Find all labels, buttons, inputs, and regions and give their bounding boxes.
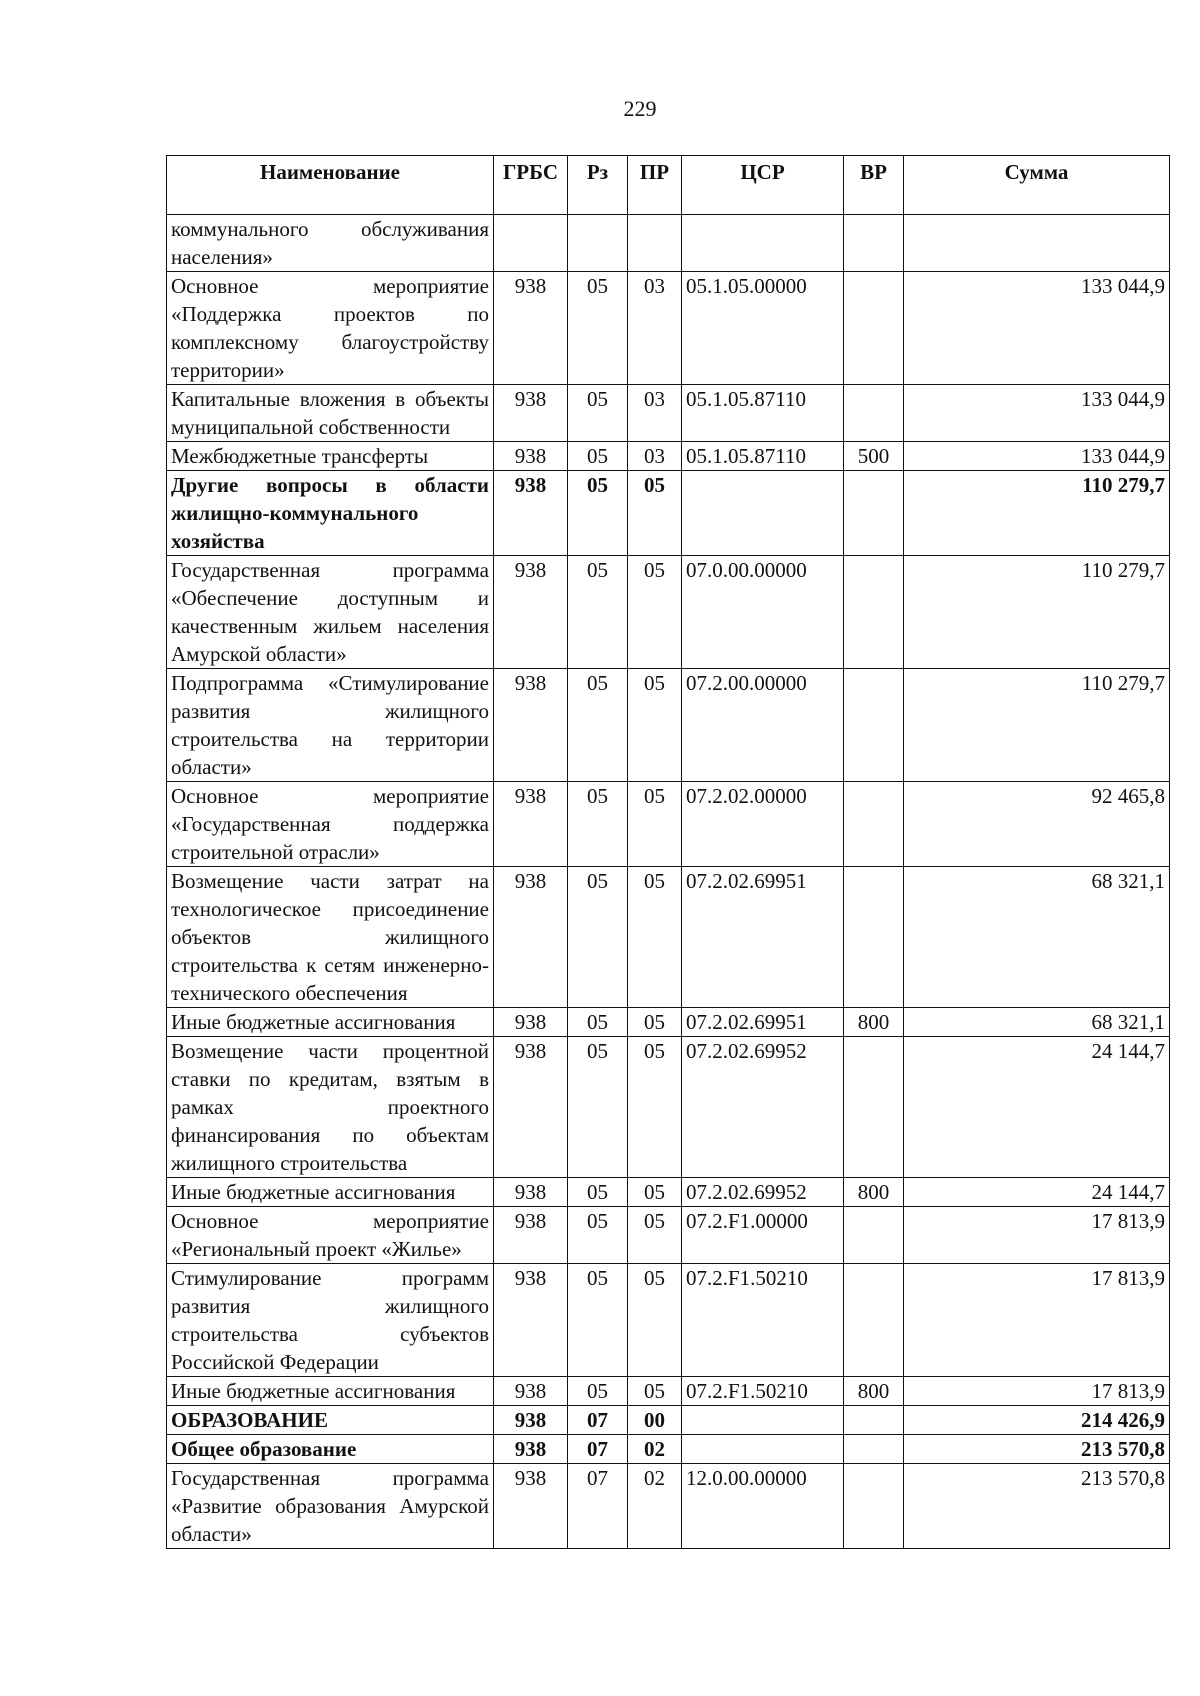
row-vr-cell (844, 1207, 904, 1264)
row-vr-cell (844, 782, 904, 867)
row-csr-cell: 05.1.05.00000 (682, 272, 844, 385)
row-grbs-cell: 938 (494, 272, 568, 385)
row-vr-cell (844, 867, 904, 1008)
row-grbs-cell (494, 215, 568, 272)
row-sum-cell: 133 044,9 (904, 385, 1170, 442)
row-sum-cell: 17 813,9 (904, 1377, 1170, 1406)
row-pr-cell: 02 (628, 1435, 682, 1464)
table-row (167, 1464, 1170, 1549)
table-row (167, 782, 1170, 867)
row-name-cell: Межбюджетные трансферты (167, 442, 494, 471)
row-sum-cell: 92 465,8 (904, 782, 1170, 867)
row-rz-cell: 05 (568, 1037, 628, 1178)
table-row (167, 1435, 1170, 1464)
row-pr-cell (628, 215, 682, 272)
row-pr-cell: 05 (628, 556, 682, 669)
row-rz-cell: 05 (568, 556, 628, 669)
row-grbs-cell: 938 (494, 782, 568, 867)
row-pr-cell: 03 (628, 442, 682, 471)
row-grbs-cell: 938 (494, 1037, 568, 1178)
row-csr-cell: 12.0.00.00000 (682, 1464, 844, 1549)
row-name-cell: Иные бюджетные ассигнования (167, 1008, 494, 1037)
row-csr-cell: 07.2.02.69951 (682, 867, 844, 1008)
row-sum-cell: 24 144,7 (904, 1037, 1170, 1178)
row-vr-cell: 500 (844, 442, 904, 471)
header-vr: ВР (844, 156, 904, 215)
table-row (167, 1037, 1170, 1178)
row-pr-cell: 05 (628, 1377, 682, 1406)
row-pr-cell: 05 (628, 1037, 682, 1178)
table-row (167, 1377, 1170, 1406)
row-name-cell: ОБРАЗОВАНИЕ (167, 1406, 494, 1435)
row-name-cell: Стимулирование программ развития жилищного строительства субъектов Российской Федерации (167, 1264, 494, 1377)
row-rz-cell: 05 (568, 1207, 628, 1264)
row-name-cell: Другие вопросы в области жилищно-коммунального хозяйства (167, 471, 494, 556)
table-row (167, 215, 1170, 272)
row-csr-cell: 07.2.F1.00000 (682, 1207, 844, 1264)
row-name-cell: Подпрограмма «Стимулирование развития жилищного строительства на территории области» (167, 669, 494, 782)
row-csr-cell: 07.2.F1.50210 (682, 1264, 844, 1377)
row-name-cell: Основное мероприятие «Поддержка проектов по комплексному благоустройству территории» (167, 272, 494, 385)
table-row (167, 669, 1170, 782)
row-vr-cell (844, 1464, 904, 1549)
row-pr-cell: 05 (628, 867, 682, 1008)
row-vr-cell (844, 272, 904, 385)
header-name: Наименование (167, 156, 494, 215)
row-pr-cell: 05 (628, 1264, 682, 1377)
row-sum-cell: 133 044,9 (904, 272, 1170, 385)
row-name-cell: Капитальные вложения в объекты муниципальной собственности (167, 385, 494, 442)
table-row (167, 1406, 1170, 1435)
row-name-cell: Государственная программа «Развитие образования Амурской области» (167, 1464, 494, 1549)
row-sum-cell: 213 570,8 (904, 1464, 1170, 1549)
row-name-cell: Основное мероприятие «Государственная поддержка строительной отрасли» (167, 782, 494, 867)
row-sum-cell: 68 321,1 (904, 867, 1170, 1008)
row-rz-cell: 05 (568, 1008, 628, 1037)
row-grbs-cell: 938 (494, 1008, 568, 1037)
row-sum-cell: 133 044,9 (904, 442, 1170, 471)
row-rz-cell: 05 (568, 669, 628, 782)
row-grbs-cell: 938 (494, 471, 568, 556)
row-rz-cell: 05 (568, 867, 628, 1008)
row-name-cell: Возмещение части затрат на технологическое присоединение объектов жилищного строительства к сетям инженерно-технического обеспечения (167, 867, 494, 1008)
table-row (167, 272, 1170, 385)
row-csr-cell: 07.0.00.00000 (682, 556, 844, 669)
row-rz-cell: 05 (568, 1264, 628, 1377)
row-sum-cell: 17 813,9 (904, 1264, 1170, 1377)
row-name-cell: Возмещение части процентной ставки по кредитам, взятым в рамках проектного финансирования по объектам жилищного строительства (167, 1037, 494, 1178)
row-name-cell: коммунального обслуживания населения» (167, 215, 494, 272)
table-row (167, 1264, 1170, 1377)
row-name-cell: Иные бюджетные ассигнования (167, 1178, 494, 1207)
row-rz-cell: 05 (568, 1178, 628, 1207)
row-rz-cell: 05 (568, 385, 628, 442)
row-csr-cell (682, 471, 844, 556)
row-csr-cell (682, 215, 844, 272)
row-pr-cell: 02 (628, 1464, 682, 1549)
row-sum-cell: 110 279,7 (904, 669, 1170, 782)
row-grbs-cell: 938 (494, 867, 568, 1008)
row-csr-cell: 07.2.02.00000 (682, 782, 844, 867)
row-csr-cell (682, 1406, 844, 1435)
table-row (167, 867, 1170, 1008)
row-name-cell: Основное мероприятие «Региональный проект «Жилье» (167, 1207, 494, 1264)
row-grbs-cell: 938 (494, 1435, 568, 1464)
table-row (167, 1008, 1170, 1037)
row-csr-cell: 07.2.F1.50210 (682, 1377, 844, 1406)
row-vr-cell (844, 471, 904, 556)
row-pr-cell: 00 (628, 1406, 682, 1435)
row-csr-cell: 05.1.05.87110 (682, 442, 844, 471)
row-grbs-cell: 938 (494, 1377, 568, 1406)
row-rz-cell: 05 (568, 782, 628, 867)
row-csr-cell (682, 1435, 844, 1464)
table-row (167, 1178, 1170, 1207)
header-pr: ПР (628, 156, 682, 215)
row-rz-cell: 05 (568, 272, 628, 385)
row-grbs-cell: 938 (494, 669, 568, 782)
row-pr-cell: 03 (628, 385, 682, 442)
row-csr-cell: 07.2.00.00000 (682, 669, 844, 782)
page-number: 229 (623, 96, 657, 121)
row-grbs-cell: 938 (494, 1207, 568, 1264)
row-pr-cell: 05 (628, 782, 682, 867)
row-sum-cell: 24 144,7 (904, 1178, 1170, 1207)
row-sum-cell: 17 813,9 (904, 1207, 1170, 1264)
row-grbs-cell: 938 (494, 1264, 568, 1377)
row-csr-cell: 07.2.02.69952 (682, 1178, 844, 1207)
row-grbs-cell: 938 (494, 1406, 568, 1435)
row-sum-cell: 213 570,8 (904, 1435, 1170, 1464)
table-row (167, 1207, 1170, 1264)
row-name-cell: Государственная программа «Обеспечение доступным и качественным жильем населения Амурской области» (167, 556, 494, 669)
row-vr-cell: 800 (844, 1008, 904, 1037)
table-row (167, 442, 1170, 471)
row-sum-cell: 110 279,7 (904, 556, 1170, 669)
row-rz-cell: 07 (568, 1435, 628, 1464)
row-vr-cell (844, 215, 904, 272)
row-csr-cell: 07.2.02.69952 (682, 1037, 844, 1178)
row-sum-cell: 68 321,1 (904, 1008, 1170, 1037)
row-pr-cell: 05 (628, 669, 682, 782)
row-grbs-cell: 938 (494, 1178, 568, 1207)
header-sum: Сумма (904, 156, 1170, 215)
row-pr-cell: 05 (628, 471, 682, 556)
row-grbs-cell: 938 (494, 1464, 568, 1549)
row-name-cell: Общее образование (167, 1435, 494, 1464)
row-rz-cell: 05 (568, 442, 628, 471)
budget-table (166, 155, 1170, 1549)
row-grbs-cell: 938 (494, 556, 568, 669)
row-csr-cell: 05.1.05.87110 (682, 385, 844, 442)
row-vr-cell (844, 556, 904, 669)
row-rz-cell: 05 (568, 471, 628, 556)
row-vr-cell (844, 385, 904, 442)
row-name-cell: Иные бюджетные ассигнования (167, 1377, 494, 1406)
table-row (167, 385, 1170, 442)
row-vr-cell: 800 (844, 1178, 904, 1207)
row-sum-cell: 214 426,9 (904, 1406, 1170, 1435)
row-vr-cell (844, 1264, 904, 1377)
table-header-row (167, 156, 1170, 215)
row-rz-cell (568, 215, 628, 272)
row-vr-cell (844, 1406, 904, 1435)
row-grbs-cell: 938 (494, 442, 568, 471)
header-rz: Рз (568, 156, 628, 215)
row-vr-cell: 800 (844, 1377, 904, 1406)
row-pr-cell: 05 (628, 1178, 682, 1207)
row-rz-cell: 05 (568, 1377, 628, 1406)
row-sum-cell (904, 215, 1170, 272)
header-grbs: ГРБС (494, 156, 568, 215)
row-pr-cell: 03 (628, 272, 682, 385)
table-row (167, 471, 1170, 556)
table-row (167, 556, 1170, 669)
header-csr: ЦСР (682, 156, 844, 215)
row-sum-cell: 110 279,7 (904, 471, 1170, 556)
row-grbs-cell: 938 (494, 385, 568, 442)
row-vr-cell (844, 1037, 904, 1178)
row-pr-cell: 05 (628, 1207, 682, 1264)
row-vr-cell (844, 669, 904, 782)
row-vr-cell (844, 1435, 904, 1464)
row-rz-cell: 07 (568, 1406, 628, 1435)
row-rz-cell: 07 (568, 1464, 628, 1549)
row-pr-cell: 05 (628, 1008, 682, 1037)
row-csr-cell: 07.2.02.69951 (682, 1008, 844, 1037)
